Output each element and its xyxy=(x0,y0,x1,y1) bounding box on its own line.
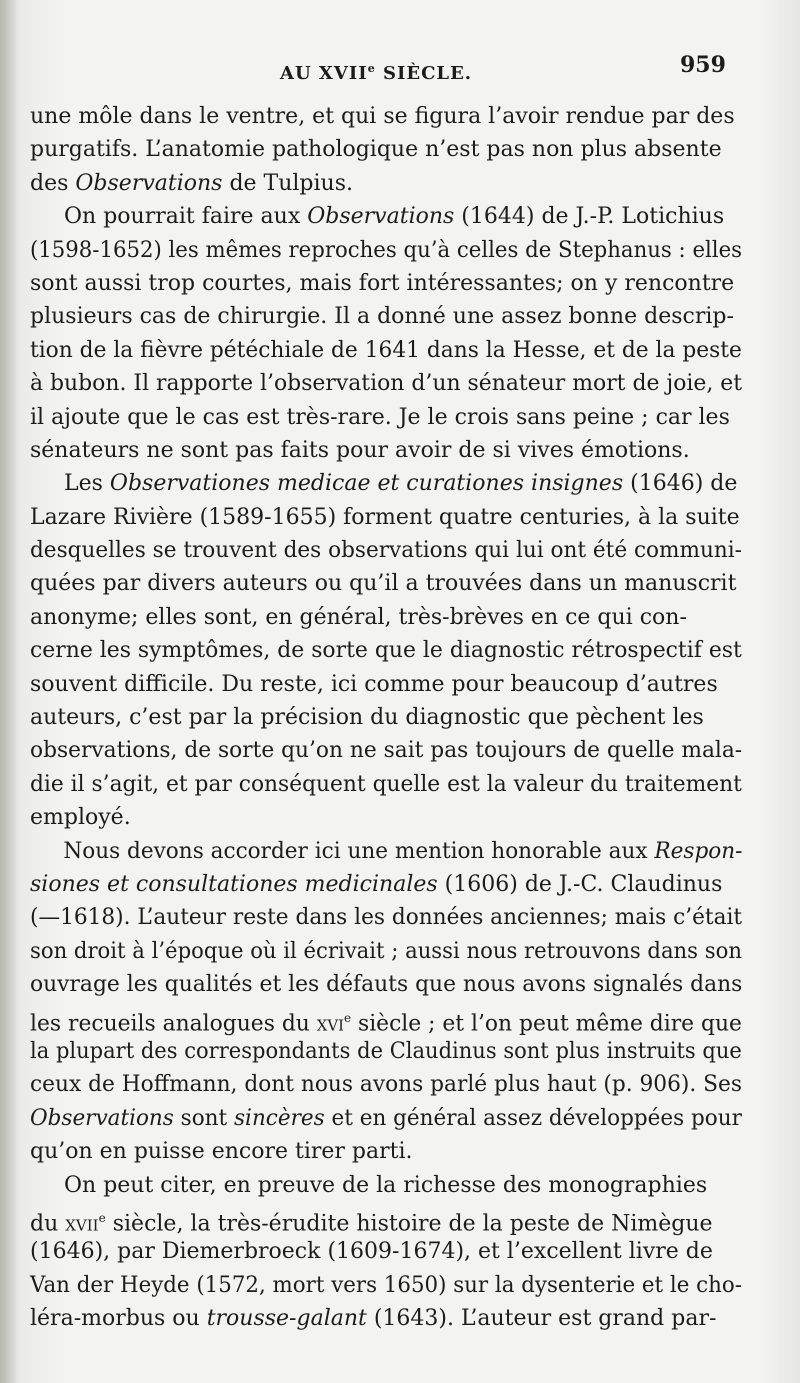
text-line xyxy=(30,1302,742,1335)
italic-text: Respon- xyxy=(654,838,743,864)
text-run: sont xyxy=(173,1105,235,1131)
text-line xyxy=(30,267,742,300)
italic-text: sincères xyxy=(234,1105,325,1131)
text-run: desquelles se trouvent des observations qui lui ont été communi- xyxy=(30,538,742,564)
text-line xyxy=(30,300,742,333)
text-run: (1643). L’auteur est grand par- xyxy=(366,1306,717,1332)
text-run: ceux de Hoffmann, dont nous avons parlé plus haut (p. 906). Ses xyxy=(30,1072,742,1098)
text-run: (1646), par Diemerbroeck (1609-1674), et l’excellent livre de xyxy=(30,1239,713,1265)
text-line xyxy=(30,1135,742,1168)
page-number: 959 xyxy=(680,52,726,78)
text-run: la plupart des correspondants de Claudinus sont plus instruits que xyxy=(30,1038,742,1064)
text-run: siècle, la très-érudite histoire de la peste de Nimègue xyxy=(105,1211,713,1237)
text-run: anonyme; elles sont, en général, très-brèves en ce qui con- xyxy=(30,604,687,630)
text-line xyxy=(30,1035,742,1068)
text-line xyxy=(30,167,742,200)
text-run: (1606) de J.-C. Claudinus xyxy=(437,871,723,897)
text-run: ouvrage les qualités et les défauts que nous avons signalés dans xyxy=(30,972,743,998)
text-line xyxy=(30,434,742,467)
text-line xyxy=(30,100,742,133)
text-run: XVI xyxy=(316,1015,345,1034)
italic-text: trousse-galant xyxy=(206,1306,367,1332)
text-line xyxy=(30,1068,742,1101)
text-run: On peut citer, en preuve de la richesse des monographies xyxy=(64,1172,708,1198)
text-run: qu’on en puisse encore tirer parti. xyxy=(30,1139,413,1165)
text-run: observations, de sorte qu’on ne sait pas toujours de quelle mala- xyxy=(30,738,743,764)
text-run: à bubon. Il rapporte l’observation d’un sénateur mort de joie, et xyxy=(30,371,743,397)
text-run: une môle dans le ventre, et qui se figura l’avoir rendue par des xyxy=(30,104,735,129)
text-run: e xyxy=(344,1010,352,1025)
text-run: (1644) de J.-P. Lotichius xyxy=(454,204,725,230)
text-run: Van der Heyde (1572, mort vers 1650) sur la dysenterie et le cho- xyxy=(30,1272,742,1298)
text-run: il ajoute que le cas est très-rare. Je le crois sans peine ; car les xyxy=(30,404,730,430)
text-run: die il s’agit, et par conséquent quelle est la valeur du traitement xyxy=(30,771,742,797)
text-run: Lazare Rivière (1589-1655) forment quatre centuries, à la suite xyxy=(30,504,740,530)
text-line xyxy=(30,1169,742,1202)
running-title: AU XVIIe SIÈCLE. xyxy=(280,62,473,84)
text-line xyxy=(30,801,742,834)
text-line xyxy=(30,401,742,434)
text-run: XVII xyxy=(65,1216,99,1235)
text-run: sont aussi trop courtes, mais fort intéressantes; on y rencontre xyxy=(30,270,735,296)
text-line xyxy=(30,1002,742,1036)
text-run: plusieurs cas de chirurgie. Il a donné une assez bonne descrip- xyxy=(30,304,734,330)
text-run: purgatifs. L’anatomie pathologique n’est pas non plus absente xyxy=(30,137,722,163)
text-line xyxy=(30,567,742,600)
text-line xyxy=(30,835,743,868)
text-line xyxy=(30,701,742,734)
text-line xyxy=(30,1235,742,1268)
page-gutter-shadow xyxy=(0,0,18,1383)
text-line xyxy=(30,1102,742,1135)
text-line xyxy=(30,367,743,400)
italic-text: siones et consultationes medicinales xyxy=(30,871,438,897)
italic-text: Observations xyxy=(307,204,455,230)
text-line xyxy=(30,868,742,901)
text-run: tion de la fièvre pétéchiale de 1641 dans la Hesse, et de la peste xyxy=(30,337,742,363)
text-run: léra-morbus ou xyxy=(30,1306,207,1332)
italic-text: Observationes medicae et curationes insignes xyxy=(109,471,624,497)
text-run: Nous devons accorder ici une mention honorable aux xyxy=(63,838,655,864)
text-run: Les xyxy=(64,471,110,497)
page-header xyxy=(30,50,740,90)
text-line xyxy=(30,234,743,267)
text-run: sénateurs ne sont pas faits pour avoir de si vives émotions. xyxy=(30,437,690,463)
text-line xyxy=(30,467,742,500)
body-text xyxy=(30,100,742,1335)
text-run: auteurs, c’est par la précision du diagnostic que pèchent les xyxy=(30,705,704,731)
text-run: et en général assez développées pour xyxy=(324,1105,742,1131)
text-line xyxy=(30,334,742,367)
text-line xyxy=(30,734,743,767)
text-line xyxy=(30,1269,742,1302)
text-line xyxy=(30,668,742,701)
text-run: son droit à l’époque où il écrivait ; aussi nous retrouvons dans son xyxy=(30,938,742,964)
text-run: e xyxy=(98,1210,106,1225)
text-run: (1598-1652) les mêmes reproches qu’à celles de Stephanus : elles xyxy=(30,237,743,263)
text-line xyxy=(30,534,742,567)
italic-text: Observations xyxy=(30,1105,174,1131)
text-line xyxy=(30,901,743,934)
text-line xyxy=(30,634,742,667)
text-line xyxy=(30,935,742,968)
text-run: souvent difficile. Du reste, ici comme pour beaucoup d’autres xyxy=(30,671,718,697)
text-run: des xyxy=(30,170,76,196)
text-run: (—1618). L’auteur reste dans les données anciennes; mais c’était xyxy=(30,905,743,931)
italic-text: Observations xyxy=(75,170,223,196)
text-line xyxy=(30,768,742,801)
text-run: employé. xyxy=(30,805,131,831)
text-run: du xyxy=(30,1211,66,1237)
text-run: On pourrait faire aux xyxy=(64,204,308,230)
text-run: (1646) de xyxy=(623,471,738,497)
text-run: de Tulpius. xyxy=(222,170,354,196)
text-line xyxy=(30,601,742,634)
text-run: siècle ; et l’on peut même dire que xyxy=(351,1010,742,1036)
text-line xyxy=(30,501,742,534)
text-run: les recueils analogues du xyxy=(30,1010,317,1036)
text-line xyxy=(30,1202,742,1235)
text-run: quées par divers auteurs ou qu’il a trouvées dans un manuscrit xyxy=(30,571,737,597)
text-line xyxy=(30,968,743,1001)
text-line xyxy=(30,200,742,233)
text-run: cerne les symptômes, de sorte que le diagnostic rétrospectif est xyxy=(30,638,742,664)
text-line xyxy=(30,133,742,166)
